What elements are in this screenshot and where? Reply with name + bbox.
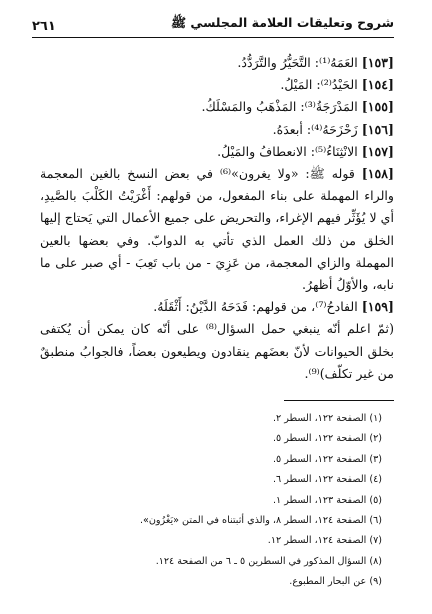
footnote-item: (٢) الصفحة ١٢٢، السطر ٥. — [272, 433, 382, 445]
entry-number: [١٥٧] — [361, 143, 394, 159]
footnote-item: (٧) الصفحة ١٢٤، السطر ١٢. — [267, 535, 382, 547]
entry-number: [١٥٥] — [361, 99, 394, 115]
footnote-item: (٨) السؤال المذكور في السطرين ٥ ـ ٦ من الصفحة ١٢٤. — [155, 555, 382, 567]
entry-text: قوله ﷺ: «ولا يغرون»⁽⁶⁾ في بعض النسخ بالغين المعجمة والراء المهملة على بناء المفعول، من قولهم: أَغْرَيْتُ الكَلْبَ بالصَّيدِ، أي لا يُؤَثِّر فيهم الإغراء، والتحريض على جميع الأعمال التي يَحتاج إليها الخلق من ذلك العمل الذي تأتي به الدوابّ. وفي بعضها بالعين المهملة والزاي المعجمة، من عَزِيَ - من باب تَعِبَ - أي صبر على ما نابه، والأوّلُ أظهرُ. — [39, 166, 394, 293]
entry-154 — [40, 74, 394, 96]
page-number: ٢٦١ — [32, 19, 56, 34]
footnote-item: (١) الصفحة ١٢٢، السطر ٢. — [272, 413, 382, 424]
entry-text: الحَيْدُ⁽²⁾: المَيْلُ. — [280, 77, 358, 93]
footnote-item: (٣) الصفحة ١٢٢، السطر ٥. — [272, 453, 382, 465]
entry-text: العَمَهُ⁽¹⁾: التَّحَيُّرُ والتَّرَدُّدُ. — [237, 55, 358, 70]
footnote-item: (٥) الصفحة ١٢٣، السطر ١. — [272, 494, 382, 506]
entry-text: الانْثِنَاءُ⁽⁵⁾: الانعطافُ والمَيْلُ. — [217, 143, 358, 159]
entry-157 — [40, 141, 394, 163]
main-text — [40, 52, 394, 385]
entry-number: [١٥٩] — [361, 299, 394, 315]
footnote-divider — [284, 400, 394, 401]
entry-153 — [40, 52, 394, 74]
running-header — [32, 16, 394, 38]
footnote-item: (٩) عن البحار المطبوع. — [289, 576, 382, 588]
footnote-item: (٤) الصفحة ١٢٢، السطر ٦. — [272, 474, 382, 486]
running-title: شروح وتعليقات العلامة المجلسي ﷺ — [170, 15, 394, 30]
conclusion-paragraph — [40, 318, 394, 385]
conclusion-text: (ثمّ اعلم أنّه ينبغي حمل السؤال⁽⁸⁾ على أنّه كان يمكن أن يُكتفى بخلق الحيوانات لأنّ بعضَهم ينقادون ويطيعون بعضاً، فالجوابُ منطبقٌ من غير تكلّف)⁽⁹⁾. — [40, 321, 394, 381]
entry-text: المَدْرَجَةُ⁽³⁾: المَذْهَبُ والمَسْلَكُ. — [201, 99, 358, 115]
entry-number: [١٥٨] — [361, 166, 394, 182]
entry-number: [١٥٦] — [361, 121, 394, 137]
entry-156 — [40, 119, 394, 141]
entry-158-paragraph — [40, 163, 394, 296]
entry-159-paragraph — [40, 296, 394, 318]
footnotes — [40, 409, 382, 593]
entry-text: الفادحُ⁽⁷⁾، من قولهم: فَدَحَهُ الدَّيْنُ: أَثْقَلَهُ. — [153, 299, 358, 315]
entry-text: زَحْزَحَهُ⁽⁴⁾: أبعدَهُ. — [272, 121, 358, 137]
entry-155 — [40, 96, 394, 118]
entry-number: [١٥٣] — [361, 55, 394, 70]
entry-number: [١٥٤] — [361, 77, 394, 93]
footnote-item: (٦) الصفحة ١٢٤، السطر ٨، والذي أثبتناه في المتن «يَغْزُون». — [139, 515, 382, 527]
